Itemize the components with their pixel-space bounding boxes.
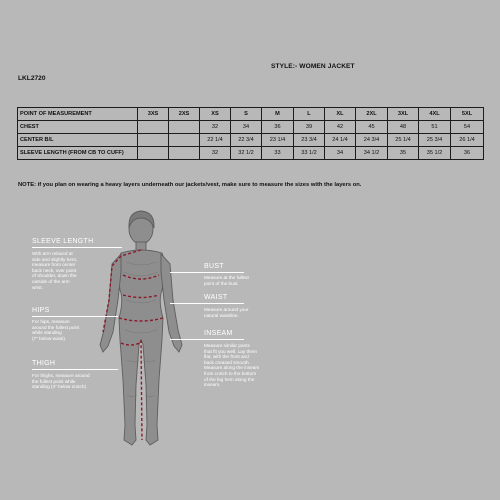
inseam-description — [204, 343, 259, 388]
hips-rule — [32, 316, 118, 317]
column-header-size: XL — [325, 108, 356, 121]
bust-description — [204, 275, 249, 286]
inseam-desc-line: inseam. — [204, 382, 221, 388]
hips-title: HIPS — [32, 307, 50, 314]
measurement-value-cell: 25 1/4 — [388, 134, 419, 147]
inseam-desc-line: flat, with the front and — [204, 354, 249, 360]
column-header-size: 2XL — [356, 108, 388, 121]
column-header-size: 2XS — [169, 108, 200, 121]
sleeve-length-description — [32, 251, 77, 290]
sleeve-desc-line: side and slightly bent, — [32, 256, 78, 262]
measurement-value-cell: 51 — [419, 121, 451, 134]
thigh-title: THIGH — [32, 360, 56, 367]
column-header-size: 5XL — [451, 108, 484, 121]
measurement-value-cell: 45 — [356, 121, 388, 134]
sleeve-length-rule — [32, 247, 122, 248]
measurement-value-cell: 22 1/4 — [200, 134, 231, 147]
measurement-value-cell: 33 1/2 — [294, 147, 325, 160]
column-header-size: L — [294, 108, 325, 121]
sleeve-desc-line: With arm relaxed at — [32, 251, 73, 256]
measurement-value-cell: 36 — [262, 121, 294, 134]
sleeve-desc-line: measure from center — [32, 262, 76, 268]
inseam-desc-line: of the leg hem along the — [204, 376, 255, 382]
measurement-value-cell: 32 1/2 — [231, 147, 262, 160]
sleeve-desc-line: outside of the arm — [32, 278, 70, 284]
thigh-description — [32, 373, 90, 390]
measurement-value-cell: 48 — [388, 121, 419, 134]
bust-title: BUST — [204, 263, 224, 270]
hips-desc-line: while standing — [32, 330, 62, 336]
thigh-rule — [32, 369, 118, 370]
bust-desc-line: point of the bust. — [204, 280, 239, 286]
waist-description — [204, 307, 249, 318]
measurement-value-cell: 33 — [262, 147, 294, 160]
column-header-size: S — [231, 108, 262, 121]
style-code: LKL2720 — [18, 75, 46, 82]
waist-desc-line: natural waistline. — [204, 312, 239, 318]
measurement-value-cell: 35 — [388, 147, 419, 160]
measurement-value-cell: 22 3/4 — [231, 134, 262, 147]
inseam-desc-line: Measure similar pants — [204, 343, 250, 348]
waist-rule — [170, 303, 244, 304]
measurement-value-cell: 34 1/2 — [356, 147, 388, 160]
inseam-desc-line: back creased smooth. — [204, 359, 250, 365]
sleeve-desc-line: of shoulder, down the — [32, 273, 77, 279]
waist-title: WAIST — [204, 294, 228, 301]
waist-desc-line: Measure around your — [204, 307, 249, 312]
inseam-rule — [170, 339, 244, 340]
layering-note: NOTE: if you plan on wearing a heavy layers underneath our jackets/vest, make sure to measure the sizes with the layers on. — [18, 182, 362, 188]
measurement-value-cell: 32 — [200, 147, 231, 160]
column-header-size: 4XL — [419, 108, 451, 121]
measurement-name-cell: SLEEVE LENGTH (FROM CB TO CUFF) — [18, 147, 138, 160]
measurement-name-cell: CHEST — [18, 121, 138, 134]
inseam-title: INSEAM — [204, 330, 233, 337]
measurement-value-cell: 23 1/4 — [262, 134, 294, 147]
measurement-value-cell: 32 — [200, 121, 231, 134]
bust-rule — [170, 272, 244, 273]
hips-desc-line: For hips, measure — [32, 319, 70, 324]
measurement-value-cell: 24 1/4 — [325, 134, 356, 147]
thigh-desc-line: For thighs, measure around — [32, 373, 90, 378]
measurement-value-cell: 34 — [325, 147, 356, 160]
measurement-value-cell: 26 1/4 — [451, 134, 484, 147]
sleeve-desc-line: wrist. — [32, 284, 43, 290]
bust-desc-line: Measure at the fullest — [204, 275, 249, 280]
column-header-size: 3XL — [388, 108, 419, 121]
inseam-desc-line: Measure along the inseam — [204, 365, 260, 371]
style-title: STYLE:- WOMEN JACKET — [271, 63, 355, 70]
measurement-value-cell: 23 3/4 — [294, 134, 325, 147]
measurement-value-cell: 39 — [294, 121, 325, 134]
column-header-size: XS — [200, 108, 231, 121]
inseam-desc-line: from crotch to the bottom — [204, 370, 257, 376]
thigh-desc-line: standing (4" below crotch) — [32, 384, 87, 390]
measurement-value-cell: 25 3/4 — [419, 134, 451, 147]
measurement-value-cell: 54 — [451, 121, 484, 134]
sleeve-length-title: SLEEVE LENGTH — [32, 238, 94, 245]
hips-description — [32, 319, 79, 341]
measurement-value-cell: 42 — [325, 121, 356, 134]
measurement-name-cell: CENTER B/L — [18, 134, 138, 147]
hips-desc-line: around the fullest point — [32, 324, 80, 330]
column-header-size: 3XS — [138, 108, 169, 121]
inseam-desc-line: that fit you well. Lay them — [204, 348, 257, 354]
hips-desc-line: (7" below waist). — [32, 335, 67, 341]
thigh-desc-line: the fullest point while — [32, 378, 76, 384]
measurement-value-cell: 35 1/2 — [419, 147, 451, 160]
column-header-size: M — [262, 108, 294, 121]
measurement-value-cell: 24 3/4 — [356, 134, 388, 147]
column-header-point-of-measurement: POINT OF MEASUREMENT — [18, 108, 138, 121]
measurement-value-cell: 36 — [451, 147, 484, 160]
measurement-value-cell: 34 — [231, 121, 262, 134]
sleeve-desc-line: back neck, over point — [32, 267, 77, 273]
